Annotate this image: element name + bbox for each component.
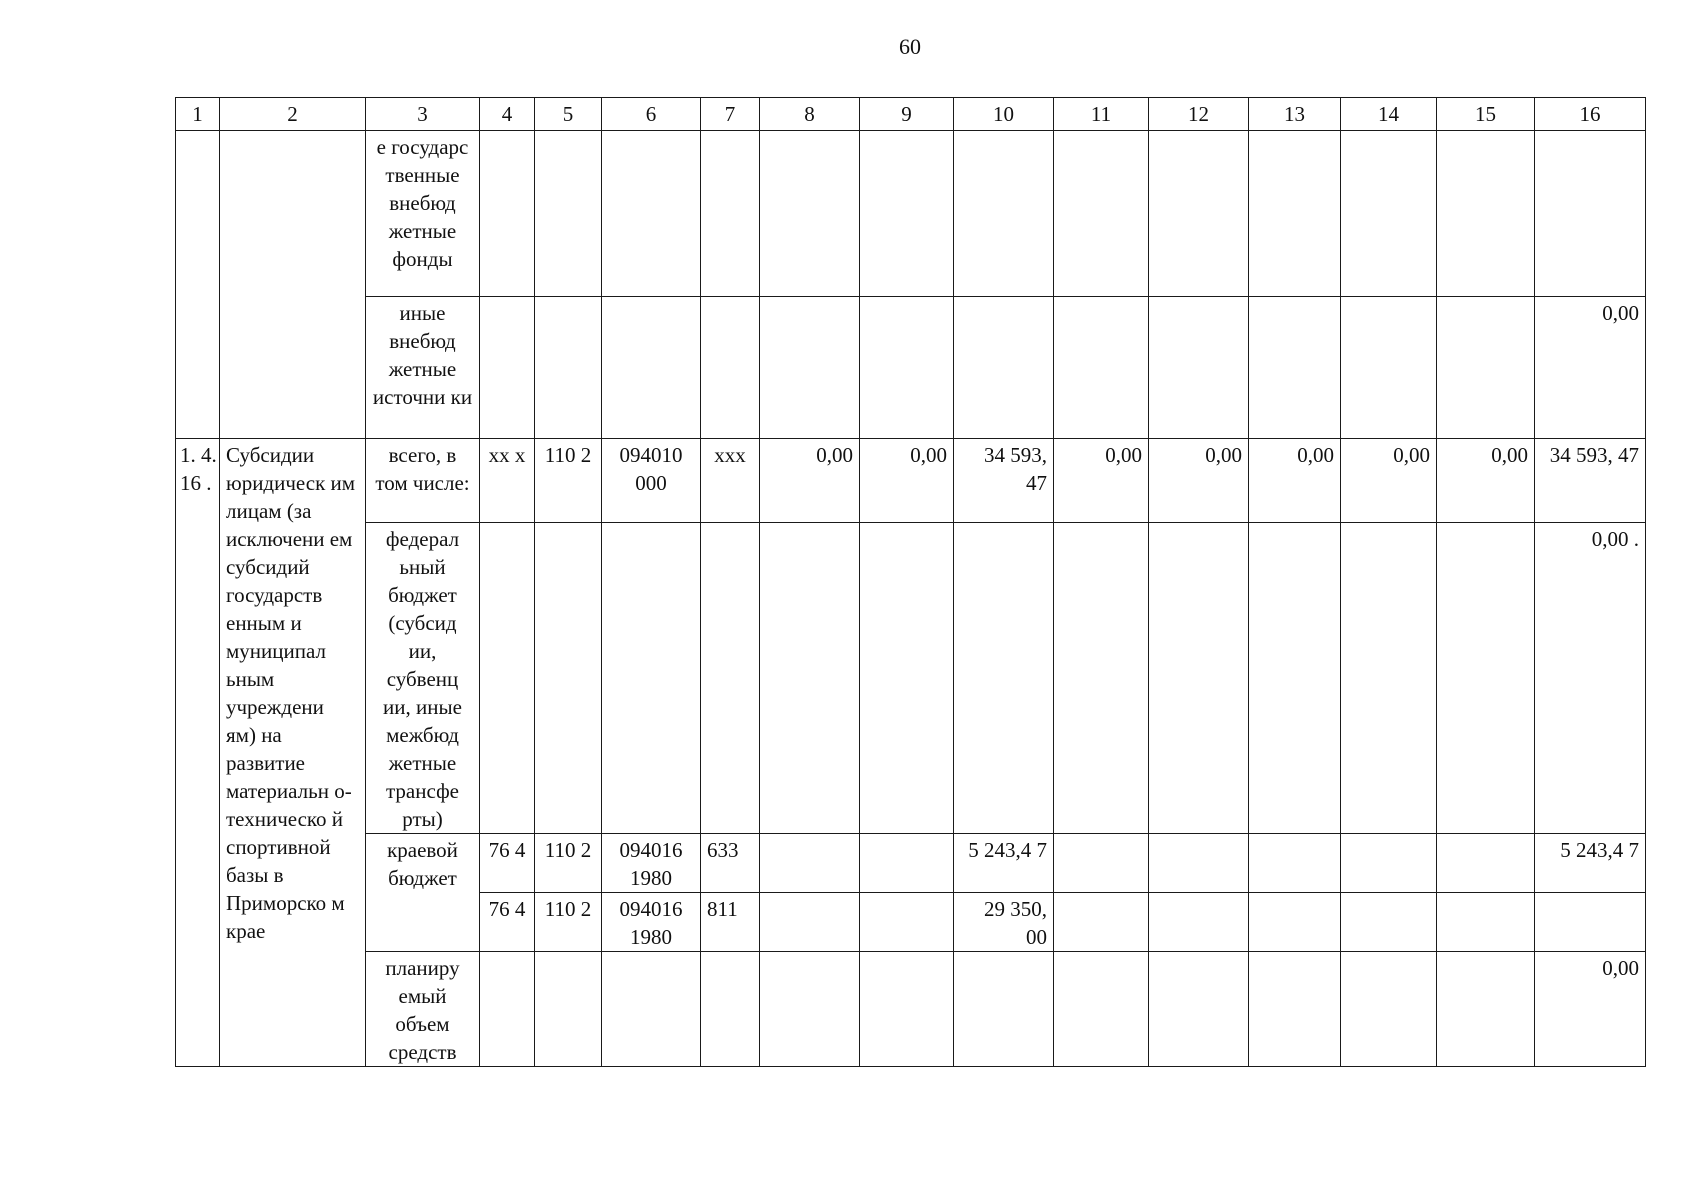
cell-empty [1249, 297, 1341, 439]
cell-empty [760, 893, 860, 952]
cell-empty [860, 952, 954, 1067]
cell-empty [535, 297, 602, 439]
cell-empty [1437, 523, 1535, 834]
cell-empty [1437, 952, 1535, 1067]
column-header: 8 [760, 98, 860, 131]
cell-empty [1437, 131, 1535, 297]
page-number: 60 [899, 34, 921, 59]
budget-table [175, 97, 1646, 1067]
amount-cell: 34 593, 47 [954, 439, 1054, 523]
source-label: федерал ьный бюджет (субсид ии, субвенц ии, иные межбюд жетные трансфе рты) [366, 523, 480, 834]
code-cell: 094010 000 [602, 439, 701, 523]
source-label: е государс твенные внебюд жетные фонды [366, 131, 480, 297]
amount-cell: 5 243,4 7 [954, 834, 1054, 893]
cell-empty [1149, 523, 1249, 834]
column-header: 13 [1249, 98, 1341, 131]
code-cell: 110 2 [535, 834, 602, 893]
cell-empty [860, 131, 954, 297]
table-row-regional [176, 834, 1646, 893]
column-header: 11 [1054, 98, 1149, 131]
cell-empty [860, 523, 954, 834]
column-header: 12 [1149, 98, 1249, 131]
cell-empty [480, 131, 535, 297]
cell-empty [602, 131, 701, 297]
cell-empty [1149, 893, 1249, 952]
table-row-federal [176, 523, 1646, 834]
column-header: 6 [602, 98, 701, 131]
cell-empty [760, 523, 860, 834]
code-cell: 811 [701, 893, 760, 952]
source-label: иные внебюд жетные источни ки [366, 297, 480, 439]
cell-empty [1149, 952, 1249, 1067]
cell-empty [760, 297, 860, 439]
cell-empty [1249, 952, 1341, 1067]
cell-empty [1054, 893, 1149, 952]
cell-empty [1249, 131, 1341, 297]
table-row-total [176, 439, 1646, 523]
cell-empty [480, 297, 535, 439]
cell-empty [1249, 523, 1341, 834]
table-header-row [176, 98, 1646, 131]
column-header: 1 [176, 98, 220, 131]
cell-empty [760, 834, 860, 893]
code-cell: 76 4 [480, 834, 535, 893]
source-label: всего, в том числе: [366, 439, 480, 523]
cell-empty [1054, 297, 1149, 439]
code-cell: ххх [701, 439, 760, 523]
source-label: краевой бюджет [366, 834, 480, 952]
cell-empty [535, 523, 602, 834]
cell-empty [480, 952, 535, 1067]
cell-empty [535, 131, 602, 297]
cell-empty [480, 523, 535, 834]
amount-cell: 0,00 [1249, 439, 1341, 523]
code-cell: 76 4 [480, 893, 535, 952]
amount-cell: 0,00 [1535, 952, 1646, 1067]
cell-empty [602, 523, 701, 834]
cell-empty [760, 952, 860, 1067]
cell-empty [701, 297, 760, 439]
column-header: 15 [1437, 98, 1535, 131]
cell-empty [602, 297, 701, 439]
cell-empty [760, 131, 860, 297]
cell-empty [1054, 952, 1149, 1067]
code-cell: 110 2 [535, 439, 602, 523]
amount-cell: 0,00 [1341, 439, 1437, 523]
column-header: 16 [1535, 98, 1646, 131]
amount-cell: 0,00 [1054, 439, 1149, 523]
column-header: 7 [701, 98, 760, 131]
cell-empty [1054, 834, 1149, 893]
code-cell: 633 [701, 834, 760, 893]
table-row-state-funds [176, 131, 1646, 297]
cell-empty [1341, 297, 1437, 439]
column-header: 5 [535, 98, 602, 131]
amount-cell: 0,00 [1535, 297, 1646, 439]
table-row-other-funds [176, 297, 1646, 439]
column-header: 10 [954, 98, 1054, 131]
cell-empty [1054, 131, 1149, 297]
cell-empty [860, 834, 954, 893]
cell-empty [220, 131, 366, 439]
cell-empty [1437, 834, 1535, 893]
cell-empty [954, 952, 1054, 1067]
cell-empty [701, 131, 760, 297]
column-header: 3 [366, 98, 480, 131]
amount-cell: 29 350, 00 [954, 893, 1054, 952]
amount-cell: 0,00 [860, 439, 954, 523]
cell-empty [1149, 834, 1249, 893]
cell-empty [860, 297, 954, 439]
code-cell: 094016 1980 [602, 893, 701, 952]
cell-empty [1341, 131, 1437, 297]
cell-empty [1437, 297, 1535, 439]
cell-empty [1149, 131, 1249, 297]
code-cell: хх х [480, 439, 535, 523]
code-cell: 110 2 [535, 893, 602, 952]
cell-empty [1341, 893, 1437, 952]
cell-empty [954, 297, 1054, 439]
cell-empty [701, 523, 760, 834]
cell-empty [1341, 523, 1437, 834]
cell-empty [860, 893, 954, 952]
amount-cell: 0,00 [760, 439, 860, 523]
column-header: 2 [220, 98, 366, 131]
amount-cell: 5 243,4 7 [1535, 834, 1646, 893]
code-cell: 094016 1980 [602, 834, 701, 893]
cell-empty [535, 952, 602, 1067]
source-label: планиру емый объем средств [366, 952, 480, 1067]
cell-empty [1535, 893, 1646, 952]
table-row-planned [176, 952, 1646, 1067]
column-header: 4 [480, 98, 535, 131]
cell-empty [954, 523, 1054, 834]
cell-empty [1249, 893, 1341, 952]
column-header: 14 [1341, 98, 1437, 131]
cell-empty [701, 952, 760, 1067]
cell-empty [954, 131, 1054, 297]
cell-empty [1535, 131, 1646, 297]
cell-empty [1149, 297, 1249, 439]
item-number: 1. 4. 16 . [176, 439, 220, 1067]
cell-empty [1249, 834, 1341, 893]
cell-empty [1437, 893, 1535, 952]
cell-empty [1341, 952, 1437, 1067]
item-description: Субсидии юридическ им лицам (за исключени ем субсидий государств енным и муниципал ьным учреждени ям) на развитие материальн о- техническо й спортивной базы в Приморско м крае [220, 439, 366, 1067]
amount-cell: 0,00 [1437, 439, 1535, 523]
cell-empty [602, 952, 701, 1067]
cell-empty [176, 131, 220, 439]
amount-cell: 0,00 [1149, 439, 1249, 523]
amount-cell: 0,00 . [1535, 523, 1646, 834]
column-header: 9 [860, 98, 954, 131]
amount-cell: 34 593, 47 [1535, 439, 1646, 523]
cell-empty [1054, 523, 1149, 834]
cell-empty [1341, 834, 1437, 893]
